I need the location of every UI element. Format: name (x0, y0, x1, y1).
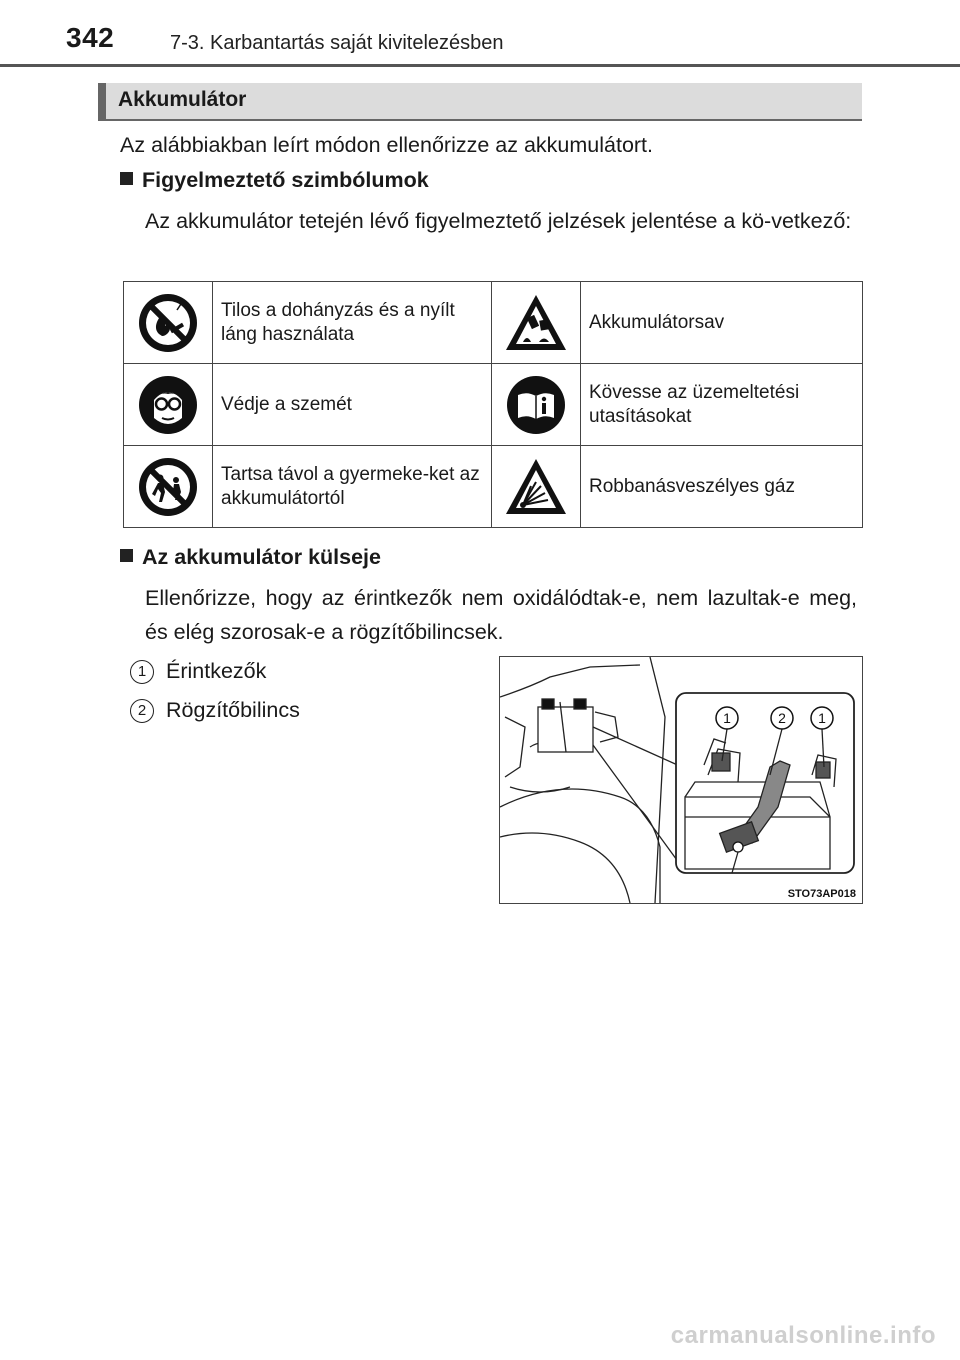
table-row (124, 364, 863, 446)
battery-exterior-description: Ellenőrizze, hogy az érintkezők nem oxidálódtak-e, nem lazultak-e meg, és elég szorosak-e a rögzítőbilincsek. (145, 586, 857, 644)
page-header (0, 0, 960, 70)
header-rule (0, 64, 960, 67)
figure-callout: 1 (723, 710, 731, 726)
symbol-label: Kövesse az üzemeltetési utasításokat (581, 364, 863, 446)
no-smoking-flame-icon (124, 282, 213, 364)
symbol-label: Védje a szemét (213, 364, 492, 446)
subheading-warning-symbols (120, 168, 429, 193)
page-number: 342 (66, 22, 115, 53)
symbol-label: Robbanásveszélyes gáz (581, 446, 863, 528)
figure-callout: 2 (778, 710, 786, 726)
section-title-bar (98, 83, 862, 121)
watermark: carmanualsonline.info (670, 1322, 936, 1349)
legend-item (130, 698, 300, 723)
bullet-square-icon (120, 549, 133, 562)
table-row (124, 282, 863, 364)
acid-warning-icon (492, 282, 581, 364)
operating-instructions-icon (492, 364, 581, 446)
section-title: Akkumulátor (118, 88, 247, 111)
subheading-text: Az akkumulátor külseje (142, 545, 381, 569)
subheading-battery-exterior (120, 545, 381, 570)
explosion-warning-icon (492, 446, 581, 528)
symbol-label: Tilos a dohányzás és a nyílt láng használata (213, 282, 492, 364)
eye-protection-icon (124, 364, 213, 446)
legend-label: Érintkezők (166, 659, 267, 683)
keep-children-away-icon (124, 446, 213, 528)
intro-text: Az alábbiakban leírt módon ellenőrizze az akkumulátort. (120, 133, 654, 157)
warning-symbols-description: Az akkumulátor tetején lévő figyelmeztető jelzések jelentése a kö-vetkező: (145, 209, 852, 233)
callout-number: 1 (130, 660, 154, 684)
callout-number: 2 (130, 699, 154, 723)
symbol-label: Akkumulátorsav (581, 282, 863, 364)
battery-illustration-drawing (500, 657, 862, 903)
chapter-title: 7-3. Karbantartás saját kivitelezésben (170, 32, 504, 54)
figure-callout: 1 (818, 710, 826, 726)
figure-code: STO73AP018 (787, 888, 856, 900)
subheading-text: Figyelmeztető szimbólumok (142, 168, 429, 192)
warning-symbols-table (123, 281, 863, 528)
legend-label: Rögzítőbilincs (166, 698, 300, 722)
battery-illustration (499, 656, 863, 904)
legend-item (130, 659, 266, 684)
bullet-square-icon (120, 172, 133, 185)
symbol-label: Tartsa távol a gyermeke-ket az akkumulátortól (213, 446, 492, 528)
table-row (124, 446, 863, 528)
section-bar-accent (98, 83, 106, 121)
